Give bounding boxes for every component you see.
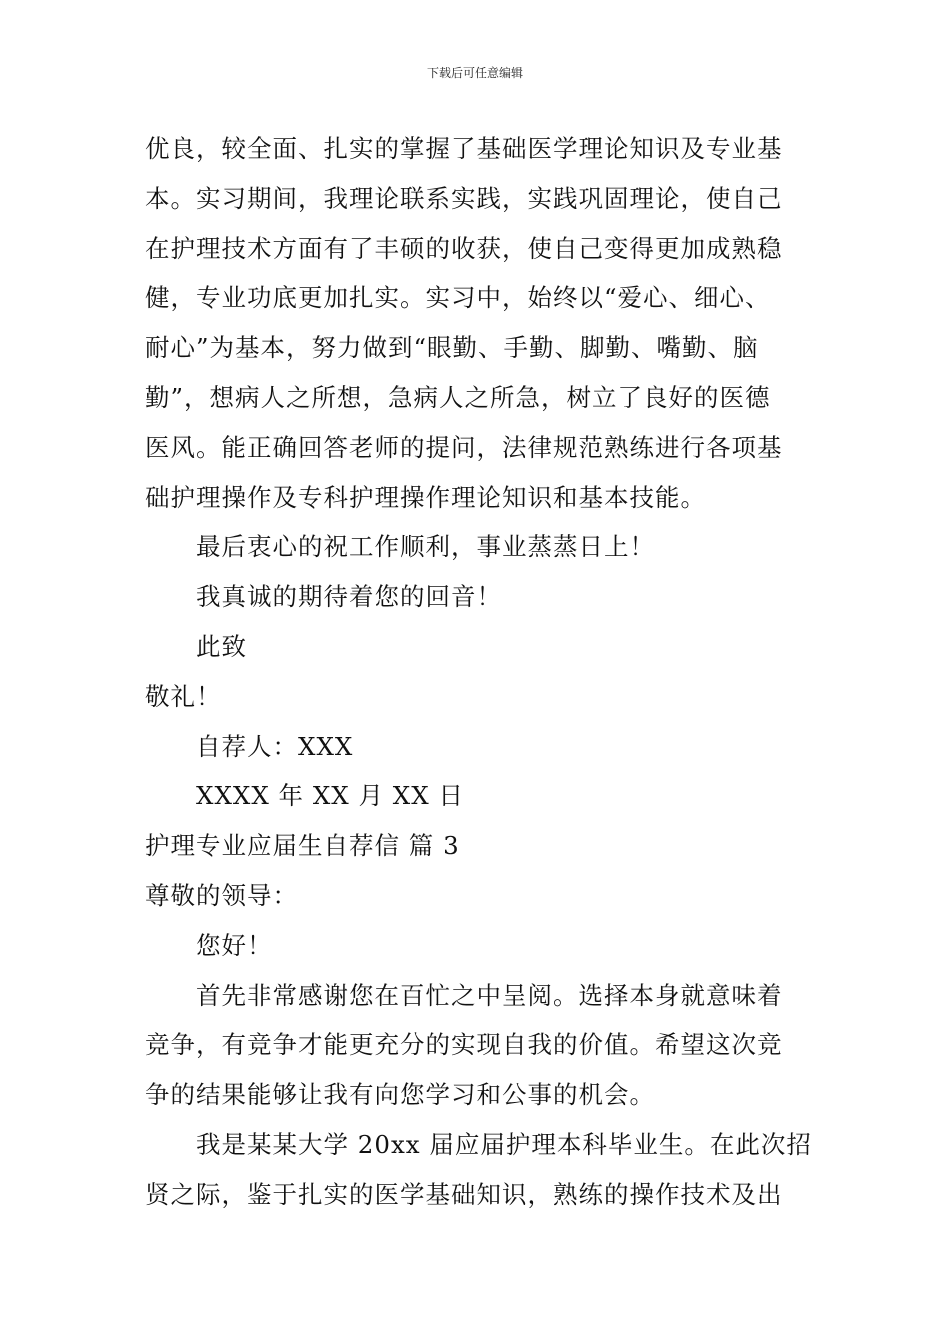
document-body [145,124,815,1220]
text-line: 竞争，有竞争才能更充分的实现自我的价值。希望这次竞 [145,1030,783,1060]
closing-wish: 最后衷心的祝工作顺利，事业蒸蒸日上！ [196,532,655,562]
text-line: 健，专业功底更加扎实。实习中，始终以“爱心、细心、 [145,283,771,313]
greeting-recipient: 尊敬的领导： [145,880,298,910]
signature: 自荐人：XXX [196,731,354,761]
text-line: 贤之际，鉴于扎实的医学基础知识，熟练的操作技术及出 [145,1179,783,1209]
text-line: 础护理操作及专科护理操作理论知识和基本技能。 [145,482,706,512]
text-line: 本。实习期间，我理论联系实践，实践巩固理论，使自己 [145,183,783,213]
text-line: 在护理技术方面有了丰硕的收获，使自己变得更加成熟稳 [145,233,783,263]
text-line: 我是某某大学 20xx 届应届护理本科毕业生。在此次招 [196,1129,812,1159]
text-line: 首先非常感谢您在百忙之中呈阅。选择本身就意味着 [196,980,783,1010]
section-title: 护理专业应届生自荐信 篇 3 [145,831,460,861]
signature-date: XXXX 年 XX 月 XX 日 [196,781,464,811]
text-line: 勤”，想病人之所想，急病人之所急，树立了良好的医德 [145,382,771,412]
page-header-note: 下载后可任意编辑 [426,66,523,80]
text-line: 医风。能正确回答老师的提问，法律规范熟练进行各项基 [145,432,783,462]
closing-expectation: 我真诚的期待着您的回音！ [196,582,502,612]
salutation-regards: 敬礼！ [145,681,222,711]
text-line: 争的结果能够让我有向您学习和公事的机会。 [145,1080,655,1110]
text-line: 优良，较全面、扎实的掌握了基础医学理论知识及专业基 [145,134,783,163]
text-line: 耐心”为基本，努力做到“眼勤、手勤、脚勤、嘴勤、脑 [145,333,759,363]
greeting-hello: 您好！ [196,930,273,960]
salutation-close: 此致 [196,631,247,661]
